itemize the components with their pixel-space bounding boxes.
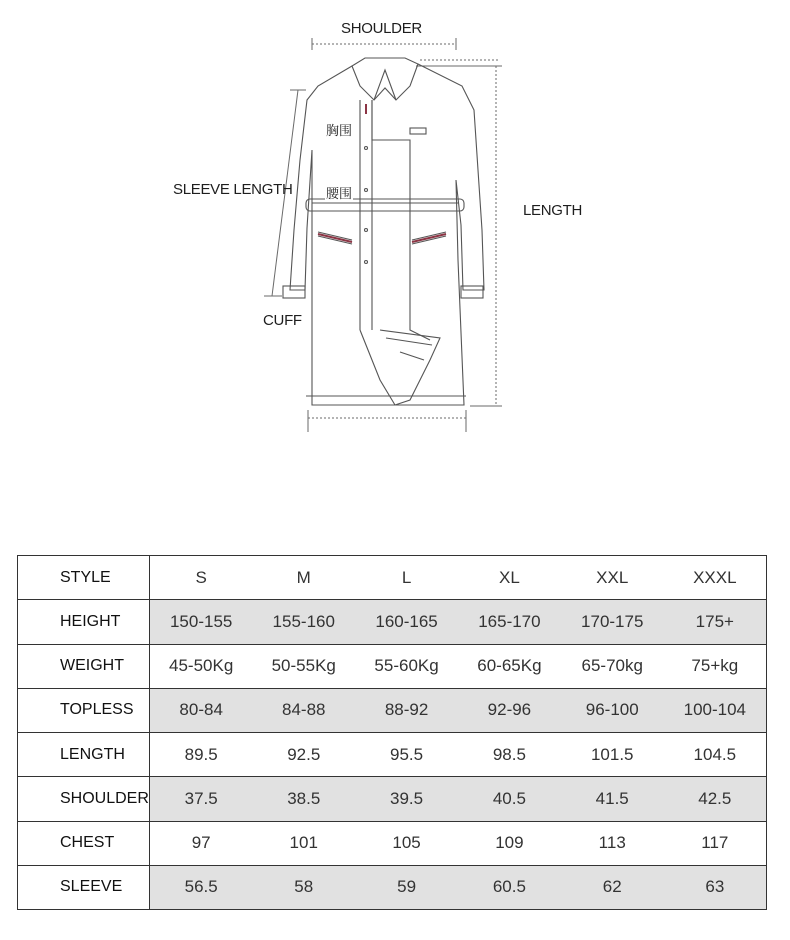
measurement-cell: 80-84	[150, 688, 253, 732]
cuff-label: CUFF	[263, 312, 302, 329]
row-label-cell: WEIGHT	[18, 644, 150, 688]
measurement-cell: 109	[458, 821, 561, 865]
measurement-cell: 100-104	[664, 688, 767, 732]
measurement-row-height	[18, 600, 767, 644]
hem-measure-line	[308, 410, 466, 432]
measurement-cell: 175+	[664, 600, 767, 644]
measurement-cell: 41.5	[561, 777, 664, 821]
measurement-cell: 101	[252, 821, 355, 865]
measurement-cell: 88-92	[355, 688, 458, 732]
row-label-cell: HEIGHT	[18, 600, 150, 644]
measurement-cell: 101.5	[561, 733, 664, 777]
measurement-cell: 84-88	[252, 688, 355, 732]
row-label-cell: LENGTH	[18, 733, 150, 777]
measurement-cell: 37.5	[150, 777, 253, 821]
measurement-cell: 55-60Kg	[355, 644, 458, 688]
measurement-cell: 170-175	[561, 600, 664, 644]
row-label-cell: TOPLESS	[18, 688, 150, 732]
row-label-cell: SHOULDER	[18, 777, 150, 821]
size-header-cell: M	[252, 556, 355, 600]
measurement-cell: 40.5	[458, 777, 561, 821]
coat-illustration	[0, 0, 790, 460]
measurement-row-shoulder	[18, 777, 767, 821]
measurement-row-sleeve	[18, 865, 767, 909]
style-header-cell: STYLE	[18, 556, 150, 600]
measurement-cell: 60-65Kg	[458, 644, 561, 688]
size-header-cell: XXXL	[664, 556, 767, 600]
size-header-cell: XL	[458, 556, 561, 600]
shoulder-label: SHOULDER	[341, 20, 422, 37]
size-header-cell: S	[150, 556, 253, 600]
size-header-cell: L	[355, 556, 458, 600]
measurement-cell: 150-155	[150, 600, 253, 644]
measurement-cell: 98.5	[458, 733, 561, 777]
measurement-cell: 45-50Kg	[150, 644, 253, 688]
measurement-cell: 92.5	[252, 733, 355, 777]
measurement-cell: 160-165	[355, 600, 458, 644]
measurement-cell: 42.5	[664, 777, 767, 821]
sleeve-length-label: SLEEVE LENGTH	[173, 181, 293, 198]
coat-measurement-diagram	[0, 0, 790, 460]
row-label-cell: CHEST	[18, 821, 150, 865]
measurement-cell: 155-160	[252, 600, 355, 644]
measurement-cell: 105	[355, 821, 458, 865]
chest-cn-label: 胸围	[325, 120, 353, 139]
measurement-cell: 56.5	[150, 865, 253, 909]
size-header-cell: XXL	[561, 556, 664, 600]
size-chart-body	[18, 556, 767, 910]
measurement-cell: 97	[150, 821, 253, 865]
measurement-cell: 117	[664, 821, 767, 865]
coat-outline	[283, 58, 484, 405]
size-chart-table	[17, 555, 767, 910]
measurement-cell: 113	[561, 821, 664, 865]
measurement-row-length	[18, 733, 767, 777]
measurement-row-topless	[18, 688, 767, 732]
measurement-row-weight	[18, 644, 767, 688]
measurement-cell: 95.5	[355, 733, 458, 777]
shoulder-measure-line	[312, 38, 456, 50]
measurement-cell: 65-70kg	[561, 644, 664, 688]
length-label: LENGTH	[523, 202, 583, 219]
measurement-cell: 59	[355, 865, 458, 909]
measurement-cell: 50-55Kg	[252, 644, 355, 688]
size-header-row	[18, 556, 767, 600]
measurement-cell: 75+kg	[664, 644, 767, 688]
measurement-cell: 38.5	[252, 777, 355, 821]
measurement-cell: 62	[561, 865, 664, 909]
measurement-row-chest	[18, 821, 767, 865]
measurement-cell: 104.5	[664, 733, 767, 777]
measurement-cell: 63	[664, 865, 767, 909]
measurement-cell: 165-170	[458, 600, 561, 644]
measurement-cell: 92-96	[458, 688, 561, 732]
measurement-cell: 89.5	[150, 733, 253, 777]
measurement-cell: 39.5	[355, 777, 458, 821]
measurement-cell: 58	[252, 865, 355, 909]
row-label-cell: SLEEVE	[18, 865, 150, 909]
waist-cn-label: 腰围	[325, 183, 353, 202]
measurement-cell: 96-100	[561, 688, 664, 732]
measurement-cell: 60.5	[458, 865, 561, 909]
